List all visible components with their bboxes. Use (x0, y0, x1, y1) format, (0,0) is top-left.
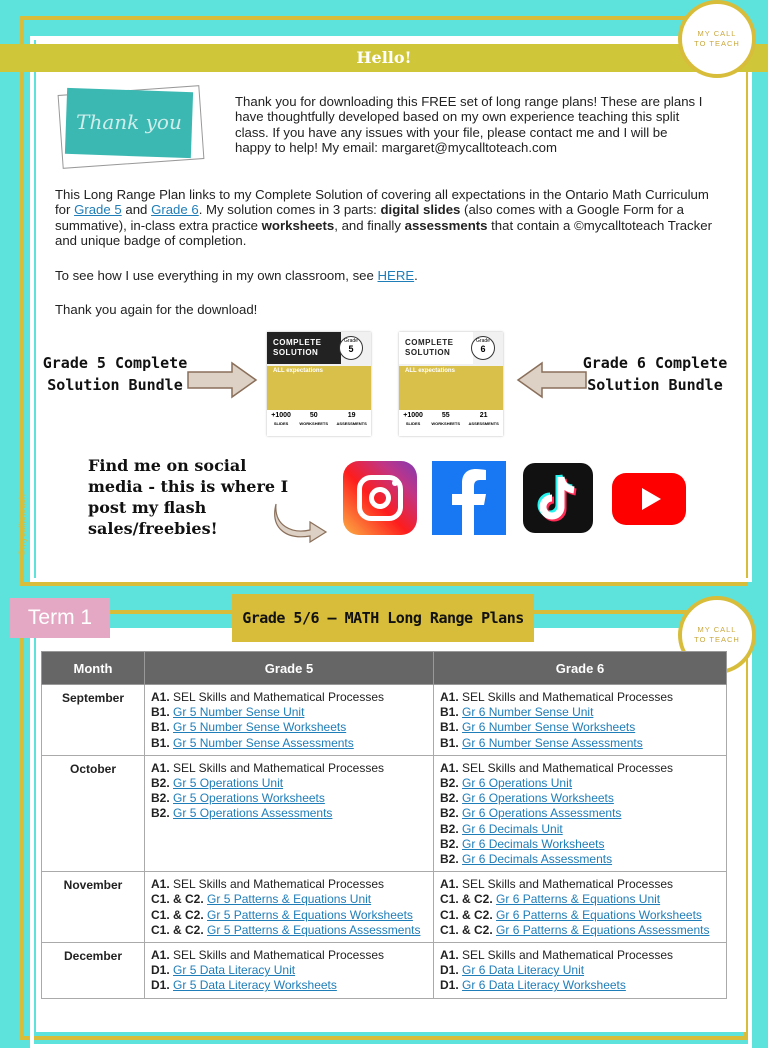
expectation-code: B2. (151, 791, 170, 806)
g6-prod-exp: ALL expectations (405, 368, 455, 374)
tiktok-icon[interactable] (523, 463, 593, 533)
expectation-code: C1. & C2. (151, 922, 204, 937)
g5-prod-title2: SOLUTION (273, 348, 319, 357)
plan-line (440, 705, 720, 720)
plan-line (440, 776, 720, 791)
expectation-code: B2. (440, 852, 459, 867)
table-header-row (42, 652, 727, 685)
grade5-cell (145, 943, 434, 999)
p2-logo-line1: MY CALL (697, 625, 737, 634)
expectation-text: SEL Skills and Mathematical Processes (173, 948, 385, 963)
grade6-cell (434, 685, 727, 756)
plan-line (440, 690, 720, 705)
plan-line (440, 791, 720, 806)
plan-line (151, 892, 427, 907)
unit-link[interactable]: Gr 5 Number Sense Unit (173, 705, 305, 720)
grade6-link[interactable]: Grade 6 (151, 202, 199, 218)
p2-text-c: . My solution comes in 3 parts: (198, 202, 381, 218)
g6-prod-stats (399, 410, 503, 436)
expectation-code: B1. (151, 720, 170, 735)
expectation-code: C1. & C2. (151, 892, 204, 907)
term-label: Term 1 (27, 606, 93, 629)
p2-text-b: and (121, 202, 152, 218)
expectation-code: D1. (440, 978, 459, 993)
unit-link[interactable]: Gr 5 Patterns & Equations Worksheets (207, 907, 413, 922)
expectation-code: B1. (151, 735, 170, 750)
expectation-code: A1. (151, 690, 170, 704)
plan-line (151, 963, 427, 978)
g6-s3l: ASSESSMENTS (468, 421, 499, 426)
g5-prod-stats (267, 410, 371, 436)
table-row (42, 943, 727, 999)
page2-title-box (232, 594, 534, 642)
unit-link[interactable]: Gr 6 Number Sense Worksheets (462, 720, 636, 735)
expectation-code: C1. & C2. (440, 922, 493, 937)
g6-s2n: 55 (441, 412, 450, 419)
expectation-code: A1. (440, 760, 459, 775)
grade5-product-title (267, 332, 341, 364)
table-row (42, 755, 727, 871)
expectation-code: B2. (440, 821, 459, 836)
unit-link[interactable]: Gr 6 Decimals Assessments (462, 852, 613, 867)
g5-prod-exp: ALL expectations (273, 368, 323, 374)
grade6-header: Grade 6 (434, 652, 727, 685)
unit-link[interactable]: Gr 6 Patterns & Equations Assessments (496, 922, 710, 937)
plan-line (151, 978, 427, 993)
plan-line (151, 776, 427, 791)
g6-s1n: +1000 (403, 412, 423, 419)
logo-line2: TO TEACH (694, 39, 740, 48)
expectation-text: SEL Skills and Mathematical Processes (173, 877, 385, 892)
thank-you-text: Thank you (76, 110, 182, 134)
left-arrow-icon (516, 360, 588, 400)
unit-link[interactable]: Gr 6 Operations Assessments (462, 806, 622, 821)
intro-paragraph-1: Thank you for downloading this FREE set of long range plans! These are plans I have thoughtfully developed based on my own experience teaching this split class. If you have any issues with your file, please contact me and I will be happy to help! My email: margaret@mycalltoteach.com (235, 94, 703, 155)
unit-link[interactable]: Gr 5 Data Literacy Worksheets (173, 978, 337, 993)
youtube-icon[interactable] (612, 473, 686, 525)
g5-s2n: 50 (309, 412, 318, 419)
g6-s3n: 21 (479, 412, 488, 419)
expectation-code: B2. (440, 791, 459, 806)
expectation-code: B2. (440, 806, 459, 821)
g5-grade-num: 5 (348, 344, 354, 354)
p2-bold-assessments: assessments (404, 217, 488, 233)
plan-line (440, 736, 720, 751)
grade5-cell (145, 685, 434, 756)
grade5-header: Grade 5 (145, 652, 434, 685)
plan-line (151, 761, 427, 776)
grade5-bundle-label: Grade 5 Complete Solution Bundle (42, 354, 188, 394)
social-media-text: Find me on social media - this is where I post my flash sales/freebies! (88, 456, 289, 538)
table-row (42, 872, 727, 943)
page2-title: Grade 5/6 – MATH Long Range Plans (242, 609, 524, 627)
g5-s2l: WORKSHEETS (299, 421, 329, 426)
unit-link[interactable]: Gr 5 Patterns & Equations Assessments (207, 922, 421, 937)
expectation-code: B2. (151, 806, 170, 821)
plan-line (440, 892, 720, 907)
intro-paragraph-4: Thank you again for the download! (55, 302, 258, 317)
expectation-text: SEL Skills and Mathematical Processes (462, 690, 674, 704)
plan-line (440, 761, 720, 776)
plan-line (151, 877, 427, 892)
expectation-code: B2. (151, 776, 170, 791)
plan-line (440, 822, 720, 837)
expectation-code: C1. & C2. (151, 907, 204, 922)
curved-arrow-icon (270, 500, 330, 544)
grade5-link[interactable]: Grade 5 (74, 202, 122, 218)
p2-bold-worksheets: worksheets (261, 217, 335, 233)
grade6-cell (434, 872, 727, 943)
intro-paragraph-2 (55, 187, 715, 248)
expectation-code: C1. & C2. (440, 907, 493, 922)
plan-line (440, 837, 720, 852)
month-cell: October (42, 755, 145, 871)
expectation-text: SEL Skills and Mathematical Processes (173, 690, 385, 704)
expectation-code: A1. (151, 948, 170, 963)
plan-line (440, 877, 720, 892)
plan-line (151, 705, 427, 720)
grade5-product-badge (339, 336, 363, 360)
plan-line (440, 720, 720, 735)
g6-prod-title2: SOLUTION (405, 348, 451, 357)
plan-line (151, 720, 427, 735)
plan-line (151, 908, 427, 923)
unit-link[interactable]: Gr 5 Operations Unit (173, 776, 284, 791)
unit-link[interactable]: Gr 6 Operations Worksheets (462, 791, 614, 806)
facebook-icon[interactable] (432, 461, 506, 535)
here-link[interactable]: HERE (377, 268, 415, 283)
unit-link[interactable]: Gr 6 Operations Unit (462, 776, 573, 791)
plan-line (440, 908, 720, 923)
unit-link[interactable]: Gr 6 Data Literacy Worksheets (462, 978, 626, 993)
grade6-product-title (399, 332, 473, 364)
intro-paragraph-3 (55, 268, 715, 283)
expectation-code: A1. (440, 877, 459, 892)
p3-text-a: To see how I use everything in my own classroom, see (55, 268, 378, 283)
hello-title: Hello! (356, 48, 412, 67)
p3-text-b: . (414, 268, 418, 283)
unit-link[interactable]: Gr 6 Patterns & Equations Worksheets (496, 907, 702, 922)
right-arrow-icon (186, 360, 258, 400)
unit-link[interactable]: Gr 5 Number Sense Assessments (173, 735, 354, 750)
g5-s3l: ASSESSMENTS (336, 421, 367, 426)
p2-logo-line2: TO TEACH (694, 635, 740, 644)
expectation-code: A1. (440, 690, 459, 704)
unit-link[interactable]: Gr 6 Decimals Unit (462, 821, 563, 836)
expectation-code: A1. (151, 760, 170, 775)
g5-grade-word: Grade (344, 338, 358, 344)
month-header: Month (42, 652, 145, 685)
grade6-product-badge (471, 336, 495, 360)
top-logo (678, 0, 756, 78)
expectation-code: B2. (440, 836, 459, 851)
grade6-bundle-label: Grade 6 Complete Solution Bundle (582, 354, 728, 394)
plan-line (440, 978, 720, 993)
plan-line (151, 791, 427, 806)
expectation-code: A1. (440, 948, 459, 963)
plan-line (440, 852, 720, 867)
expectation-code: A1. (151, 877, 170, 892)
unit-link[interactable]: Gr 5 Operations Assessments (173, 806, 333, 821)
p2-bold-slides: digital slides (380, 202, 461, 218)
expectation-code: B1. (151, 705, 170, 720)
plan-line (440, 923, 720, 938)
plan-line (151, 806, 427, 821)
table-row (42, 685, 727, 756)
term-tab (10, 598, 110, 638)
expectation-code: C1. & C2. (440, 892, 493, 907)
hello-bar (0, 44, 768, 72)
expectation-code: D1. (151, 963, 170, 978)
long-range-plan-table (41, 651, 727, 999)
unit-link[interactable]: Gr 5 Data Literacy Unit (173, 963, 296, 978)
expectation-code: B2. (440, 776, 459, 791)
g6-s2l: WORKSHEETS (431, 421, 461, 426)
expectation-code: B1. (440, 720, 459, 735)
thank-you-card (56, 84, 206, 170)
p2-text-e: , and finally (334, 217, 405, 233)
plan-line (151, 923, 427, 938)
plan-line (440, 948, 720, 963)
plan-line (151, 690, 427, 705)
expectation-code: B1. (440, 735, 459, 750)
g5-s3n: 19 (347, 412, 356, 419)
g6-grade-num: 6 (480, 344, 486, 354)
expectation-code: D1. (440, 963, 459, 978)
plan-line (151, 948, 427, 963)
expectation-text: SEL Skills and Mathematical Processes (173, 760, 385, 775)
month-cell: September (42, 685, 145, 756)
g5-s1l: SLIDES (273, 421, 289, 426)
expectation-text: SEL Skills and Mathematical Processes (462, 877, 674, 892)
g5-s1n: +1000 (271, 412, 291, 419)
logo-line1: MY CALL (697, 29, 737, 38)
plan-line (440, 963, 720, 978)
grade6-cell (434, 943, 727, 999)
month-cell: November (42, 872, 145, 943)
g6-prod-title1: COMPLETE (405, 338, 454, 347)
unit-link[interactable]: Gr 6 Decimals Worksheets (462, 836, 605, 851)
plan-line (151, 736, 427, 751)
month-cell: December (42, 943, 145, 999)
grade6-product-cover[interactable] (399, 332, 503, 436)
expectation-code: D1. (151, 978, 170, 993)
grade6-cell (434, 755, 727, 871)
instagram-icon[interactable] (343, 461, 417, 535)
grade5-cell (145, 755, 434, 871)
g6-grade-word: Grade (476, 338, 490, 344)
plan-line (440, 806, 720, 821)
g6-s1l: SLIDES (405, 421, 421, 426)
unit-link[interactable]: Gr 6 Number Sense Unit (462, 705, 594, 720)
p2-text-f: that contain a ©mycalltoteach Tracker and unique badge of completion. (55, 217, 712, 248)
grade5-cell (145, 872, 434, 943)
unit-link[interactable]: Gr 6 Patterns & Equations Unit (496, 892, 661, 907)
unit-link[interactable]: Gr 5 Operations Worksheets (173, 791, 325, 806)
expectation-code: B1. (440, 705, 459, 720)
expectation-text: SEL Skills and Mathematical Processes (462, 948, 674, 963)
p2-text-d: (also comes with a Google Form for a summative), in-class extra practice (55, 202, 684, 233)
p2-text-a: This Long Range Plan links to my Complete Solution of covering all expectations in the Ontario Math Curriculum for (55, 187, 709, 218)
expectation-text: SEL Skills and Mathematical Processes (462, 760, 674, 775)
unit-link[interactable]: Gr 6 Data Literacy Unit (462, 963, 585, 978)
grade5-product-cover[interactable] (267, 332, 371, 436)
unit-link[interactable]: Gr 5 Number Sense Worksheets (173, 720, 347, 735)
watermark-text: ©mycalltoteach (17, 494, 27, 556)
g5-prod-title1: COMPLETE (273, 338, 322, 347)
unit-link[interactable]: Gr 6 Number Sense Assessments (462, 735, 643, 750)
unit-link[interactable]: Gr 5 Patterns & Equations Unit (207, 892, 372, 907)
